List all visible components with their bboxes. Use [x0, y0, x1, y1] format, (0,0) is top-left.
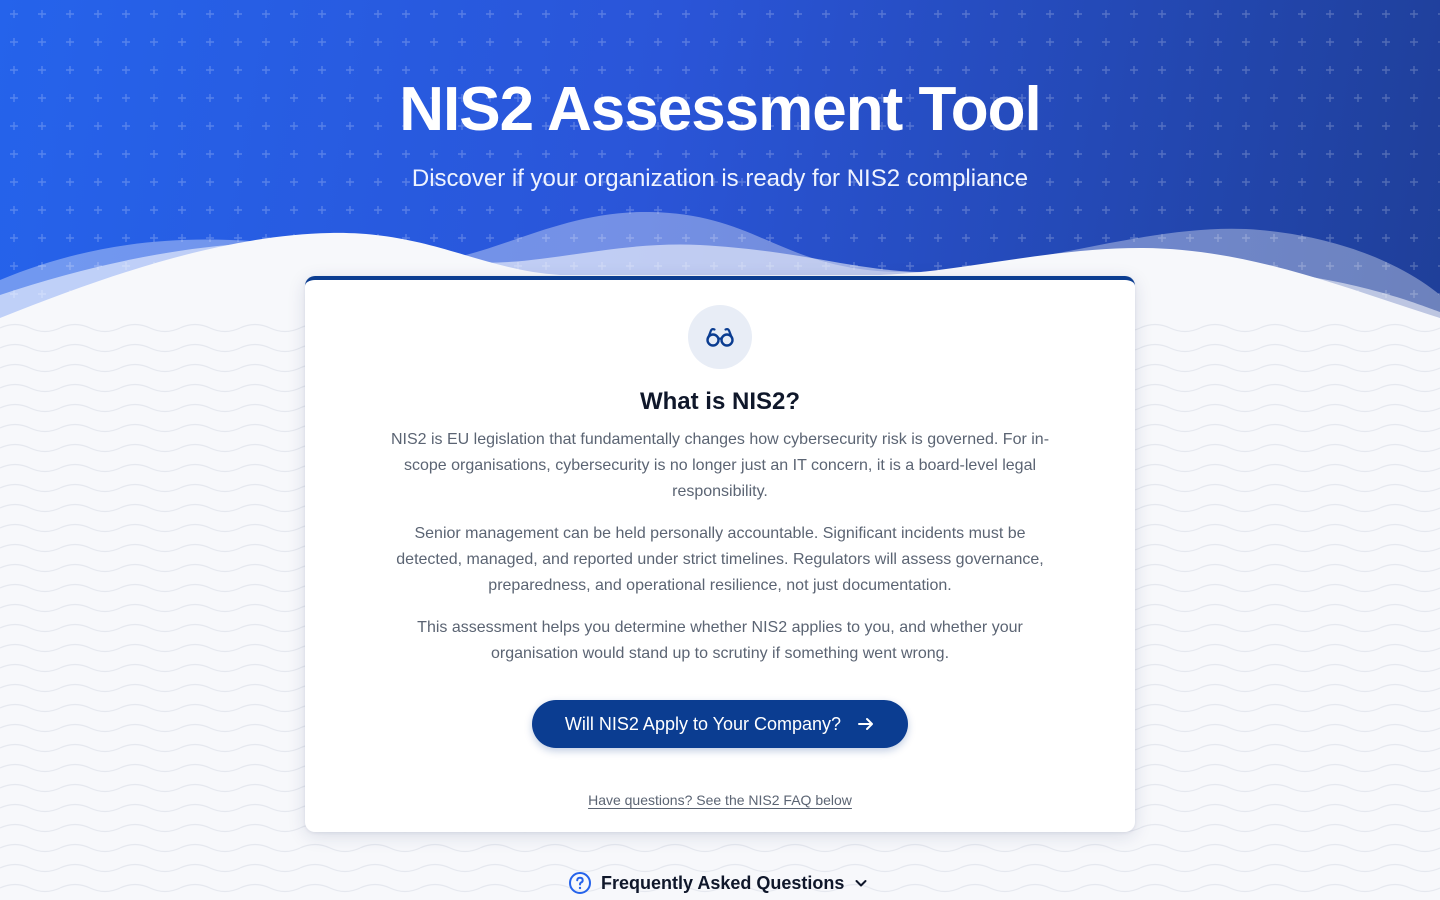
nis2-info-card: [305, 276, 1135, 832]
card-paragraph: NIS2 is EU legislation that fundamentally changes how cybersecurity risk is governed. For in-scope organisations, cybersecurity is no longer just an IT concern, it is a board-level legal responsibility.: [390, 431, 1050, 500]
card-title: What is NIS2?: [639, 388, 801, 415]
page-title: NIS2 Assessment Tool: [399, 75, 1041, 144]
card-paragraph: Senior management can be held personally accountable. Significant incidents must be detected, managed, and reported under strict timelines. Regulators will assess governance, preparedness, and operational resilience, not just documentation.: [396, 525, 1044, 594]
start-assessment-button[interactable]: [532, 700, 908, 748]
faq-heading: Frequently Asked Questions: [601, 872, 845, 893]
cta-label: Will NIS2 Apply to Your Company?: [564, 713, 842, 734]
chevron-down-icon: [853, 875, 869, 891]
faq-toggle[interactable]: [568, 870, 869, 896]
page-subtitle: Discover if your organization is ready for NIS2 compliance: [411, 165, 1029, 192]
glasses-icon: [688, 305, 752, 369]
faq-link-wrapper: [305, 792, 1135, 810]
faq-link[interactable]: Have questions? See the NIS2 FAQ below: [588, 792, 852, 808]
arrow-right-icon: [857, 715, 875, 733]
question-circle-icon: [568, 871, 592, 895]
card-paragraph: This assessment helps you determine whether NIS2 applies to you, and whether your organisation would stand up to scrutiny if something went wrong.: [417, 619, 1023, 662]
